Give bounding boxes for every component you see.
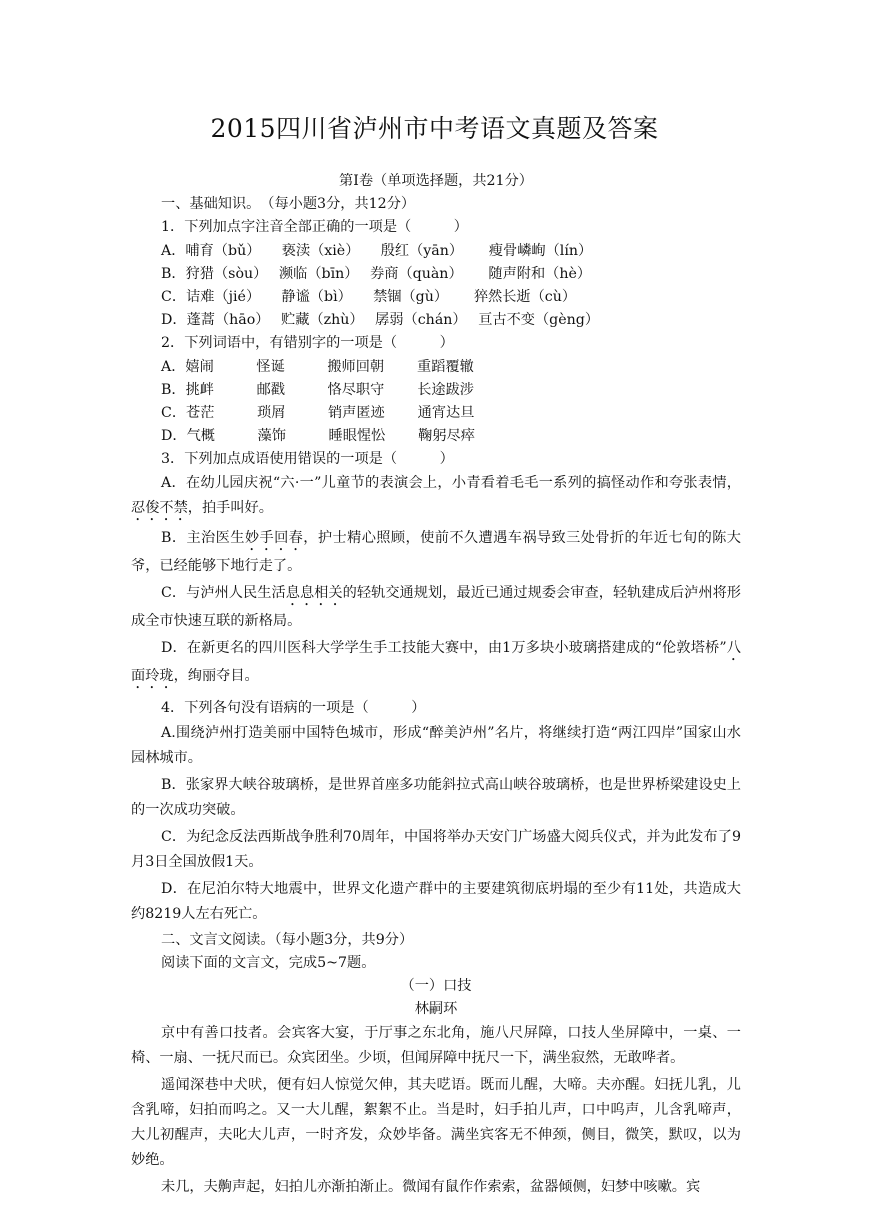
emphasized-idiom: 忍俊不禁 <box>131 500 188 517</box>
question-1-stem: 1．下列加点字注音全部正确的一项是（ ） <box>161 219 468 236</box>
option-word: 鞠躬尽瘁 <box>418 428 475 445</box>
question-2-option-c <box>131 402 741 425</box>
option-word: 重蹈覆辙 <box>417 358 474 375</box>
page-title: 2015四川省泸州市中考语文真题及答案 <box>210 114 659 143</box>
emphasized-idiom: 八面玲珑 <box>131 640 741 685</box>
option-word: 邮戳 <box>256 381 285 398</box>
option-word: 藻饰 <box>257 428 286 445</box>
reading-instruction: 阅读下面的文言文，完成5~7题。 <box>161 954 376 971</box>
question-4-stem: 4．下列各句没有语病的一项是（ ） <box>161 700 426 717</box>
option-word: 孱弱（chán） <box>375 312 460 329</box>
question-2-option-b <box>131 379 741 402</box>
passage-title: （一）口技 <box>400 978 472 994</box>
option-word: 通宵达旦 <box>417 404 475 421</box>
exam-body <box>131 170 741 1202</box>
question-2-option-d <box>131 425 741 448</box>
question-4-option-b: B．张家界大峡谷玻璃桥，是世界首座多功能斜拉式高山峡谷玻璃桥，也是世界桥梁建设史上的一次成功突破。 <box>131 776 741 818</box>
passage-paragraph: 京中有善口技者。会宾客大宴，于厅事之东北角，施八尺屏障，口技人坐屏障中，一桌、一椅、一扇、一抚尺而已。众宾团坐。少顷，但闻屏障中抚尺一下，满坐寂然，无敢哗者。 <box>131 1025 741 1067</box>
question-1-option-c <box>131 286 741 309</box>
question-4-option-d: D．在尼泊尔特大地震中，世界文化遗产群中的主要建筑彻底坍塌的至少有11处，共造成大约8219人左右死亡。 <box>131 880 741 922</box>
question-4-option-c: C．为纪念反法西斯战争胜利70周年，中国将举办天安门广场盛大阅兵仪式，并为此发布了9月3日全国放假1天。 <box>131 828 741 870</box>
question-4-option-a: A.围绕泸州打造美丽中国特色城市，形成“醉美泸州”名片，将继续打造“两江四岸”国家山水园林城市。 <box>131 724 741 766</box>
option-word: A．哺育（bǔ） <box>161 242 254 259</box>
option-word: B．挑衅 <box>161 381 214 398</box>
question-3-option-b: B．主治医生妙手回春，护士精心照顾，使前不久遭遇车祸导致三处骨折的年近七旬的陈大爷，已经能够下地行走了。 <box>131 530 741 575</box>
option-word: 亵渎（xiè） <box>281 242 353 259</box>
question-3-option-c: C．与泸州人民生活息息相关的轻轨交通规划，最近已通过规委会审查，轻轨建成后泸州将形成全市快速互联的新格局。 <box>131 585 741 630</box>
option-word: 琐屑 <box>257 404 286 421</box>
emphasized-idiom: 妙手回春 <box>244 530 304 547</box>
option-word: D．气概 <box>161 428 215 445</box>
passage-paragraph: 未几，夫齁声起，妇拍儿亦渐拍渐止。微闻有鼠作作索索，盆器倾侧，妇梦中咳嗽。宾 <box>161 1179 701 1196</box>
option-word: 睡眼惺忪 <box>328 428 386 445</box>
passage-author: 林嗣环 <box>414 1001 458 1018</box>
question-1-option-d <box>131 309 741 332</box>
passage-paragraph: 遥闻深巷中犬吠，便有妇人惊觉欠伸，其夫呓语。既而儿醒，大啼。夫亦醒。妇抚儿乳，儿含乳啼，妇拍而呜之。又一大儿醒，絮絮不止。当是时，妇手拍儿声，口中呜声，儿含乳啼声，大儿初醒声，夫叱大儿声，一时齐发，众妙毕备。满坐宾客无不伸颈，侧目，微笑，默叹，以为妙绝。 <box>131 1077 741 1169</box>
section-header: 第Ⅰ卷（单项选择题，共21分） <box>339 173 533 189</box>
question-1-option-a <box>131 240 741 263</box>
option-word: A．嬉闹 <box>161 358 214 375</box>
option-word: 殷红（yān） <box>380 242 456 259</box>
question-3-option-a: A．在幼儿园庆祝“六·一”儿童节的表演会上，小青看着毛毛一系列的搞怪动作和夸张表情，忍俊不禁，拍手叫好。 <box>131 475 741 517</box>
part2-title: 二、文言文阅读。（每小题3分，共9分） <box>161 931 414 948</box>
option-word: D．蓬蒿（hāo） <box>161 312 263 329</box>
question-3-stem: 3．下列加点成语使用错误的一项是（ ） <box>161 451 454 468</box>
option-word: 猝然长逝（cù） <box>473 288 577 305</box>
emphasized-idiom: 息息相关 <box>285 585 343 602</box>
option-word: B．狩猎（sòu） <box>161 265 261 282</box>
question-3-option-d: D．在新更名的四川医科大学学生手工技能大赛中，由1万多块小玻璃搭建成的“伦敦塔桥”八面玲珑，绚丽夺目。 <box>131 640 741 685</box>
option-word: 贮藏（zhù） <box>281 312 357 329</box>
option-word: C．诘难（jié） <box>161 288 254 305</box>
question-1-option-b <box>131 263 741 286</box>
question-2-option-a <box>131 356 741 379</box>
option-word: 销声匿迹 <box>327 404 385 421</box>
question-2-stem: 2．下列词语中，有错别字的一项是（ ） <box>161 335 454 352</box>
part1-title: 一、基础知识。 （每小题3分，共12分） <box>161 196 416 213</box>
option-word: 搬师回朝 <box>327 358 385 375</box>
option-word: 濒临（bīn） <box>278 265 352 282</box>
option-word: 长途跋涉 <box>417 381 474 398</box>
option-word: C．苍茫 <box>161 404 215 421</box>
option-word: 怪诞 <box>256 358 285 375</box>
option-word: 静谧（bì） <box>281 288 345 305</box>
option-word: 券商（quàn） <box>370 265 456 282</box>
option-word: 随声附和（hè） <box>488 265 592 282</box>
option-word: 恪尽职守 <box>327 381 385 398</box>
option-word: 亘古不变（gèng） <box>478 312 600 329</box>
option-word: 禁锢（gù） <box>373 288 441 305</box>
option-word: 瘦骨嶙峋（lín） <box>488 242 593 259</box>
